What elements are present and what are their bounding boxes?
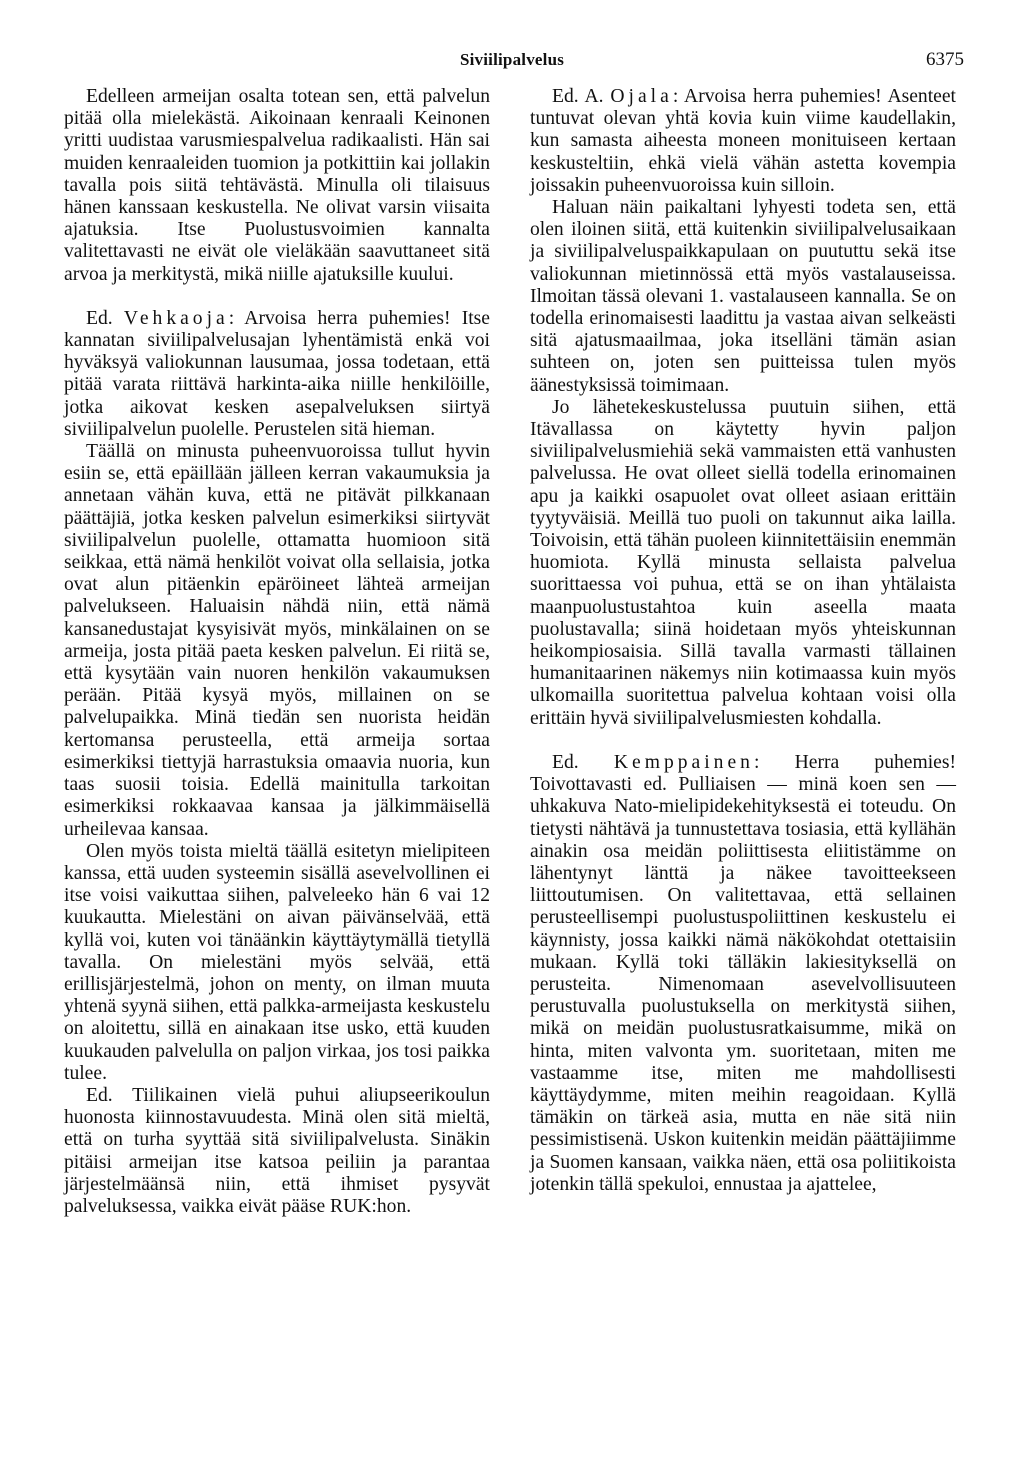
paragraph: Edelleen armeijan osalta totean sen, että palvelun pitää olla mielekästä. Aikoinaan kenraali Keinonen yritti uudistaa varusmiespalvelua radikaalisti. Hän sai muiden kenraaleiden tuomion ja potkittiin kai jollakin tavalla pois siitä tehtävästä. Minulla oli tilaisuus hänen kanssaan keskustella. Ne olivat varsin viisaita ajatuksia. Itse Puolustusvoimien kannalta valitettavasti ne eivät ole vieläkään saavuttaneet sitä arvoa ja merkitystä, mikä niille ajatuksille kuului. (64, 86, 490, 285)
speech-text: : Arvoisa herra puhemies! Itse kannatan siviilipalvelusajan lyhentämistä enkä voi hyväksyä valiokunnan lausumaa, jossa todetaan, että pitää varata riittävä harkinta-aika niille henkilöille, jotka aikovat kesken asepalveluksen siirtyä siviilipalvelun puolelle. Perustelen sitä hieman. (64, 307, 491, 440)
left-column (64, 86, 490, 1218)
paragraph-kemppainen (530, 752, 956, 1196)
speaker-prefix: Ed. A. (552, 86, 611, 107)
paragraph: Ed. Tiilikainen vielä puhui aliupseerikoulun huonosta kiinnostavuudesta. Minä olen sitä mieltä, että on turha syyttää sitä siviilipalvelusta. Sinäkin pitäisi armeijan itse katsoa peiliin ja parantaa järjestelmäänsä niin, että ihmiset pysyvät palveluksessa, vaikka eivät pääse RUK:hon. (64, 1084, 490, 1217)
speaker-prefix: Ed. (86, 307, 124, 329)
speaker-name: Kemppainen (613, 751, 754, 773)
right-column (530, 86, 956, 1196)
page-header (0, 50, 1024, 80)
speaker-name: Ojala (610, 86, 673, 107)
page-number: 6375 (926, 49, 964, 70)
speaker-prefix: Ed. (552, 751, 614, 773)
speech-text: : Arvoisa herra puhemies! Asenteet tuntuvat olevan yhtä kovia kuin viime kaudellakin, kun samasta aiheesta moneen monituiseen kertaan keskusteltiin, ehkä vielä vähän astetta kovempia joissakin puheenvuoroissa kuin silloin. (530, 86, 956, 196)
paragraph-ojala (530, 86, 956, 197)
paragraph: Olen myös toista mieltä täällä esitetyn mielipiteen kanssa, että uuden systeemin sisällä asevelvollinen ei itse voisi vaikuttaa siihen, palveleeko hän 6 vai 12 kuukautta. Mielestäni on aivan päivänselvää, että kyllä voi, kuten voi tänäänkin käyttäytymällä tietyllä tavalla. On mielestäni myös selvää, että erillisjärjestelmä, johon on menty, on ilman muuta yhtenä syynä siihen, että palkka-armeijasta keskustelu on aloitettu, sillä en ainakaan itse usko, että kuuden kuukauden palvelulla on paljon virkaa, jos tosi paikka tulee. (64, 840, 490, 1084)
paragraph: Täällä on minusta puheenvuoroissa tullut hyvin esiin se, että epäillään jälleen kerran vakaumuksia ja annetaan vähän kuva, että ne pitävät pilkkanaan päättäjiä, jotka kesken palvelun esimerkiksi siirtyvät siviilipalvelun puolelle, ottamatta huomioon sitä seikkaa, että nämä henkilöt voivat olla sellaisia, jotka ovat alun pitäenkin epäröineet lähteä armeijan palvelukseen. Haluaisin nähdä niin, että nämä kansanedustajat kysyisivät myös, minkälainen on se armeija, josta pitää paeta kesken palvelun. Ei riitä se, että kysytään vain nuoren henkilön vakaumuksen perään. Pitää kysyä myös, millainen on se palvelupaikka. Minä tiedän sen nuorista heidän kertomansa perusteella, että armeija sortaa esimerkiksi tiettyjä harrastuksia omaavia nuoria, kun taas suosii toisia. Edellä mainitulla tarkoitan esimerkiksi rokkaavaa kansaa ja jälkimmäisellä urheilevaa kansaa. (64, 441, 490, 840)
speech-text: : Herra puhemies! Toivottavasti ed. Pulliaisen — minä koen sen — uhkakuva Nato-mielipidekehityksestä ei toteudu. On tietysti nähtävä ja tunnustettava tosiasia, että kyllähän ainakin osa meidän poliittisesta eliitistämme on lähentynyt länttä ja näkee tavoitteekseen liittoutumisen. On valitettavaa, että sellainen perusteellisempi puolustuspoliittinen keskustelu ei käynnisty, jossa kaikki nämä näkökohdat otettaisiin mukaan. Kyllä toki tälläkin lakiesityksellä on perusteita. Nimenomaan asevelvollisuuteen perustuvalla puolustuksella on merkitystä siihen, mikä on meidän puolustusratkaisumme, mikä on hinta, miten valvonta ym. suoritetaan, miten me vastaamme itse, miten me mahdollisesti käyttäydymme, miten meihin reagoidaan. Kyllä tämäkin on tärkeä asia, mutta en näe sitä niin pessimistisenä. Uskon kuitenkin meidän päättäjiimme ja Suomen kansaan, vaikka näen, että osa poliitikoista jotenkin tällä spekuloi, ennustaa ja ajattelee, (530, 751, 957, 1195)
paragraph-vehkaoja (64, 308, 490, 441)
speaker-name: Vehkaoja (123, 307, 229, 329)
running-title: Siviilipalvelus (459, 50, 565, 69)
paragraph: Jo lähetekeskustelussa puutuin siihen, että Itävallassa on käytetty hyvin paljon siviilipalvelusmiehiä sekä vammaisten että vanhusten palvelussa. He ovat olleet siellä todella erinomainen apu ja kaikki osapuolet ovat olleet asiaan erittäin tyytyväisiä. Meillä tuo puoli on takunnut aika lailla. Toivoisin, että tähän puoleen kiinnitettäisiin enemmän huomiota. Kyllä minusta sellaista palvelua suorittaessa voi puhua, että se on ihan yhtälaista maanpuolustustahtoa kuin aseella maata puolustavalla; siinä hoidetaan myös yhteiskunnan heikompiosaisia. Sillä tavalla varmasti tällainen humanitaarinen näkemys niin kotimaassa kuin myös ulkomailla suoritettua palvelua kohtaan voisi olla erittäin hyvä siviilipalvelusmiesten kohdalla. (530, 396, 956, 729)
paragraph: Haluan näin paikaltani lyhyesti todeta sen, että olen iloinen siitä, että kuitenkin siviilipalvelusaikaan ja siviilipalveluspaikkapulaan on puututtu sekä itse valiokunnan mietinnössä että myös vastalauseissa. Ilmoitan tässä olevani 1. vastalauseen kannalla. Se on todella erinomaisesti laadittu ja vastaa aivan selkeästi sitä ajatusmaailmaa, joka itselläni tämän asian suhteen on, joten sen puitteissa tulen myös äänestyksissä toimimaan. (530, 197, 956, 396)
